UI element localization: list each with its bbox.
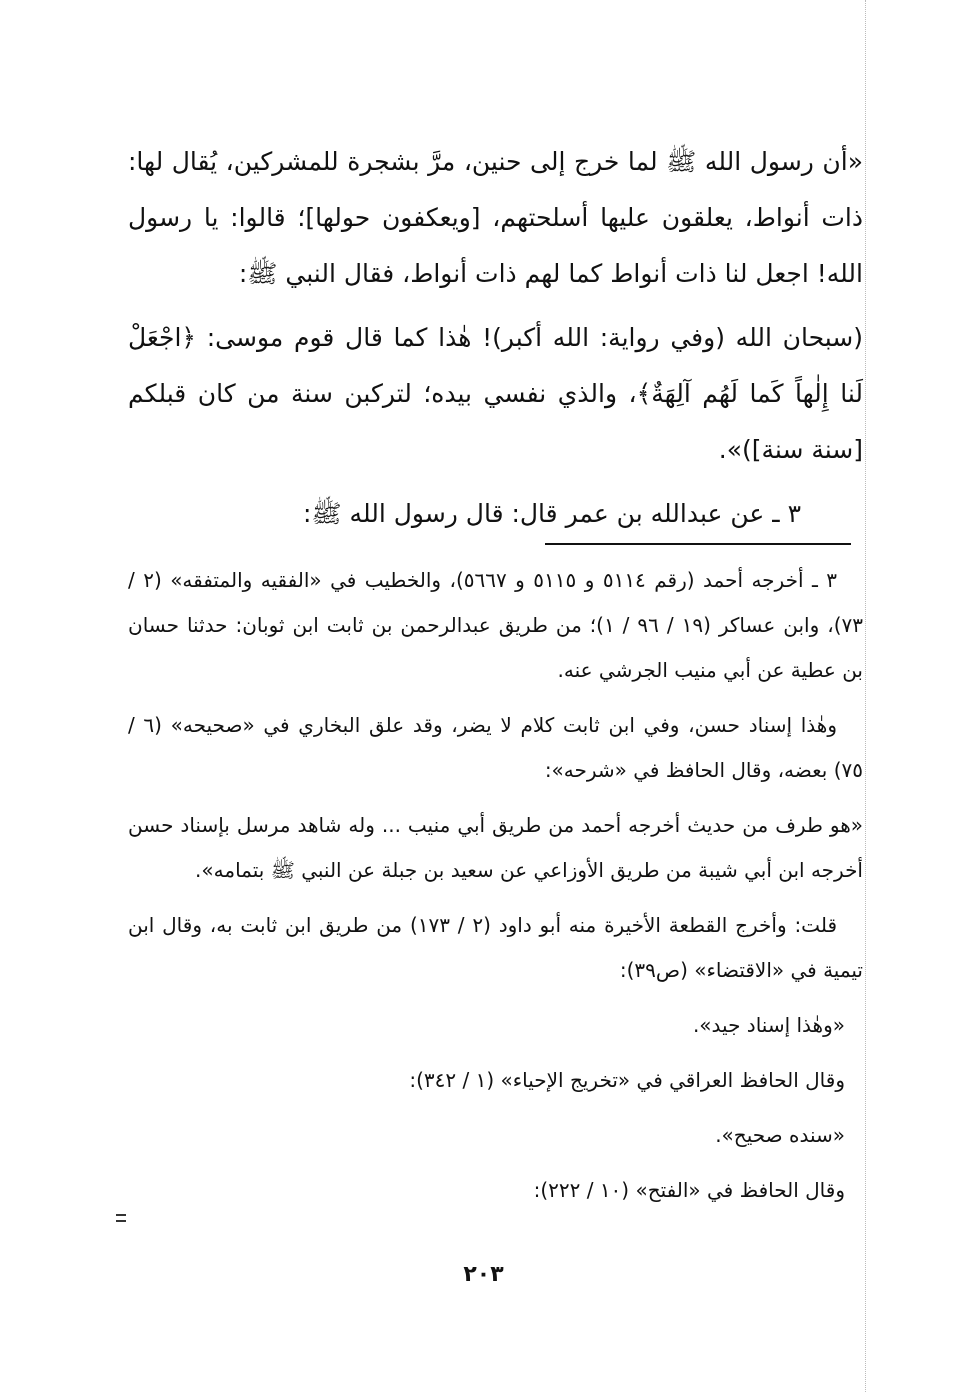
footnote-5-quote: «وهٰذا إسناد جيد». <box>692 1013 845 1037</box>
footnote-4: قلت: وأخرج القطعة الأخيرة منه أبو داود (٢ / ١٧٣) من طريق ابن ثابت به، وقال ابن تيمية في «الاقتضاء» (ص٣٩): <box>128 913 863 982</box>
margin-mark <box>116 1220 126 1222</box>
footnote-7-quote: «سنده صحيح». <box>715 1123 845 1147</box>
hadith-text-paragraph-1: «أن رسول الله ﷺ لما خرج إلى حنين، مرَّ بشجرة للمشركين، يُقال لها: ذات أنواط، يعلقون عليها أسلحتهم، [ويعكفون حولها]؛ قالوا: يا رسول الله! اجعل لنا ذات أنواط كما لهم ذات أنواط، فقال النبي ﷺ: <box>128 147 863 288</box>
main-text <box>128 134 863 550</box>
footnote-6: وقال الحافظ العراقي في «تخريج الإحياء» (١ / ٣٤٢): <box>409 1068 845 1092</box>
footnote-8: وقال الحافظ في «الفتح» (١٠ / ٢٢٢): <box>533 1178 845 1202</box>
footnote-1: ٣ ـ أخرجه أحمد (رقم ٥١١٤ و ٥١١٥ و ٥٦٦٧)، والخطيب في «الفقيه والمتفقه» (٢ / ٧٣)، وابن عساكر (١٩ / ٩٦ / ١)؛ من طريق عبدالرحمن بن ثابت ابن ثوبان: حدثنا حسان بن عطية عن أبي منيب الجرشي عنه. <box>128 568 863 682</box>
footnote-2: وهٰذا إسناد حسن، وفي ابن ثابت كلام لا يضر، وقد علق البخاري في «صحيحه» (٦ / ٧٥) بعضه، وقال الحافظ في «شرحه»: <box>128 713 863 782</box>
hadith-text-paragraph-2: (سبحان الله (وفي رواية: الله أكبر)! هٰذا كما قال قوم موسى: ﴿اجْعَلْ لَنا إِلٰهاً كَما لَهُم آلِهَةٌ﴾، والذي نفسي بيده؛ لتركبن سنة من كان قبلكم [سنة سنة])». <box>128 323 863 464</box>
hadith-3-heading: ٣ ـ عن عبدالله بن عمر قال: قال رسول الله ﷺ: <box>302 499 801 528</box>
scan-edge-dots <box>865 0 866 1392</box>
margin-mark <box>116 1214 126 1216</box>
page-number: ٢٠٣ <box>463 1262 504 1287</box>
footnote-separator <box>545 543 851 545</box>
footnote-3-quote: «هو طرف من حديث أخرجه أحمد من طريق أبي منيب ... وله شاهد مرسل بإسناد حسن أخرجه ابن أبي شيبة من طريق الأوزاعي عن سعيد بن جبلة عن النبي ﷺ بتمامه». <box>128 813 863 882</box>
footnotes <box>128 558 863 1223</box>
